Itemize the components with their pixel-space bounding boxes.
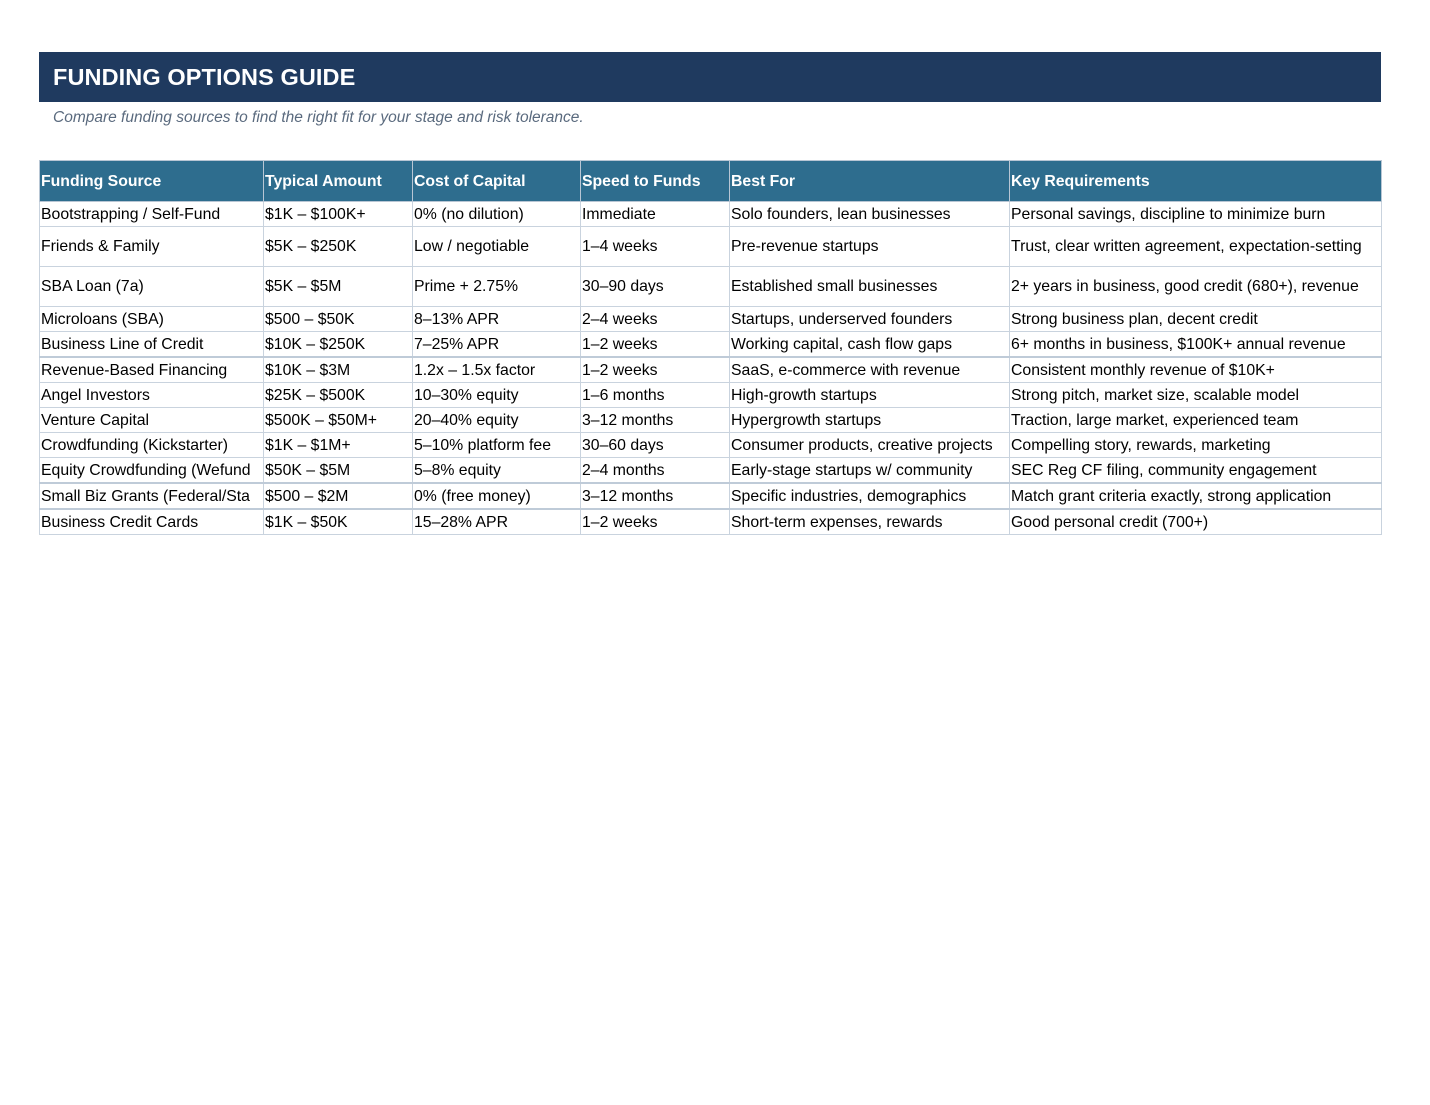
cell-key-requirements[interactable]: Traction, large market, experienced team [1010,408,1382,433]
table-header-row [40,161,1382,202]
cell-key-requirements[interactable]: Match grant criteria exactly, strong application [1010,483,1382,509]
column-header-best-for[interactable]: Best For [730,161,1010,202]
table-row [40,307,1382,332]
cell-speed-to-funds[interactable]: 1–2 weeks [581,509,730,535]
cell-cost-of-capital[interactable]: 1.2x – 1.5x factor [413,357,581,383]
cell-cost-of-capital[interactable]: 5–8% equity [413,458,581,484]
cell-funding-source[interactable]: Crowdfunding (Kickstarter) [40,433,264,458]
cell-best-for[interactable]: Startups, underserved founders [730,307,1010,332]
cell-key-requirements[interactable]: Compelling story, rewards, marketing [1010,433,1382,458]
cell-typical-amount[interactable]: $5K – $250K [264,227,413,267]
cell-speed-to-funds[interactable]: 3–12 months [581,408,730,433]
cell-cost-of-capital[interactable]: Low / negotiable [413,227,581,267]
cell-cost-of-capital[interactable]: 15–28% APR [413,509,581,535]
cell-typical-amount[interactable]: $10K – $250K [264,332,413,358]
cell-key-requirements[interactable]: Good personal credit (700+) [1010,509,1382,535]
cell-speed-to-funds[interactable]: 3–12 months [581,483,730,509]
cell-speed-to-funds[interactable]: 2–4 months [581,458,730,484]
column-header-funding-source[interactable]: Funding Source [40,161,264,202]
cell-cost-of-capital[interactable]: Prime + 2.75% [413,267,581,307]
cell-cost-of-capital[interactable]: 8–13% APR [413,307,581,332]
cell-speed-to-funds[interactable]: 2–4 weeks [581,307,730,332]
cell-best-for[interactable]: Hypergrowth startups [730,408,1010,433]
cell-cost-of-capital[interactable]: 0% (free money) [413,483,581,509]
cell-funding-source[interactable]: Business Line of Credit [40,332,264,358]
cell-best-for[interactable]: Early-stage startups w/ community [730,458,1010,484]
cell-funding-source[interactable]: Equity Crowdfunding (Wefund [40,458,264,484]
table-row [40,227,1382,267]
table-row [40,483,1382,509]
table-row [40,509,1382,535]
cell-speed-to-funds[interactable]: 1–2 weeks [581,357,730,383]
table-row [40,408,1382,433]
cell-key-requirements[interactable]: SEC Reg CF filing, community engagement [1010,458,1382,484]
table-row [40,433,1382,458]
cell-speed-to-funds[interactable]: Immediate [581,202,730,227]
cell-key-requirements[interactable]: Trust, clear written agreement, expectation-setting [1010,227,1382,267]
cell-cost-of-capital[interactable]: 10–30% equity [413,383,581,408]
cell-typical-amount[interactable]: $1K – $100K+ [264,202,413,227]
cell-cost-of-capital[interactable]: 7–25% APR [413,332,581,358]
cell-best-for[interactable]: Specific industries, demographics [730,483,1010,509]
funding-table [39,160,1382,535]
cell-typical-amount[interactable]: $1K – $50K [264,509,413,535]
cell-speed-to-funds[interactable]: 30–60 days [581,433,730,458]
cell-funding-source[interactable]: Revenue-Based Financing [40,357,264,383]
cell-speed-to-funds[interactable]: 30–90 days [581,267,730,307]
cell-funding-source[interactable]: Bootstrapping / Self-Fund [40,202,264,227]
cell-best-for[interactable]: Established small businesses [730,267,1010,307]
table-row [40,357,1382,383]
cell-cost-of-capital[interactable]: 0% (no dilution) [413,202,581,227]
cell-typical-amount[interactable]: $10K – $3M [264,357,413,383]
cell-funding-source[interactable]: Friends & Family [40,227,264,267]
cell-funding-source[interactable]: Business Credit Cards [40,509,264,535]
page-title: FUNDING OPTIONS GUIDE [53,63,356,90]
cell-best-for[interactable]: Short-term expenses, rewards [730,509,1010,535]
cell-funding-source[interactable]: Microloans (SBA) [40,307,264,332]
cell-key-requirements[interactable]: Strong business plan, decent credit [1010,307,1382,332]
cell-funding-source[interactable]: Angel Investors [40,383,264,408]
cell-key-requirements[interactable]: 2+ years in business, good credit (680+), revenue [1010,267,1382,307]
cell-speed-to-funds[interactable]: 1–6 months [581,383,730,408]
cell-speed-to-funds[interactable]: 1–4 weeks [581,227,730,267]
cell-best-for[interactable]: High-growth startups [730,383,1010,408]
cell-key-requirements[interactable]: Personal savings, discipline to minimize burn [1010,202,1382,227]
column-header-cost-of-capital[interactable]: Cost of Capital [413,161,581,202]
cell-best-for[interactable]: Working capital, cash flow gaps [730,332,1010,358]
cell-best-for[interactable]: Pre-revenue startups [730,227,1010,267]
table-row [40,332,1382,358]
cell-typical-amount[interactable]: $25K – $500K [264,383,413,408]
cell-typical-amount[interactable]: $50K – $5M [264,458,413,484]
cell-key-requirements[interactable]: Consistent monthly revenue of $10K+ [1010,357,1382,383]
table-row [40,383,1382,408]
cell-typical-amount[interactable]: $500K – $50M+ [264,408,413,433]
cell-typical-amount[interactable]: $1K – $1M+ [264,433,413,458]
cell-key-requirements[interactable]: 6+ months in business, $100K+ annual revenue [1010,332,1382,358]
cell-cost-of-capital[interactable]: 5–10% platform fee [413,433,581,458]
cell-cost-of-capital[interactable]: 20–40% equity [413,408,581,433]
cell-best-for[interactable]: Solo founders, lean businesses [730,202,1010,227]
table-row [40,267,1382,307]
cell-typical-amount[interactable]: $500 – $50K [264,307,413,332]
cell-key-requirements[interactable]: Strong pitch, market size, scalable model [1010,383,1382,408]
cell-typical-amount[interactable]: $500 – $2M [264,483,413,509]
cell-funding-source[interactable]: Small Biz Grants (Federal/Sta [40,483,264,509]
cell-best-for[interactable]: Consumer products, creative projects [730,433,1010,458]
cell-funding-source[interactable]: SBA Loan (7a) [40,267,264,307]
column-header-typical-amount[interactable]: Typical Amount [264,161,413,202]
cell-typical-amount[interactable]: $5K – $5M [264,267,413,307]
title-bar [39,52,1381,102]
column-header-key-requirements[interactable]: Key Requirements [1010,161,1382,202]
cell-speed-to-funds[interactable]: 1–2 weeks [581,332,730,358]
column-header-speed-to-funds[interactable]: Speed to Funds [581,161,730,202]
cell-funding-source[interactable]: Venture Capital [40,408,264,433]
table-row [40,458,1382,484]
cell-best-for[interactable]: SaaS, e-commerce with revenue [730,357,1010,383]
table-row [40,202,1382,227]
page-subtitle: Compare funding sources to find the right fit for your stage and risk tolerance. [53,109,584,126]
